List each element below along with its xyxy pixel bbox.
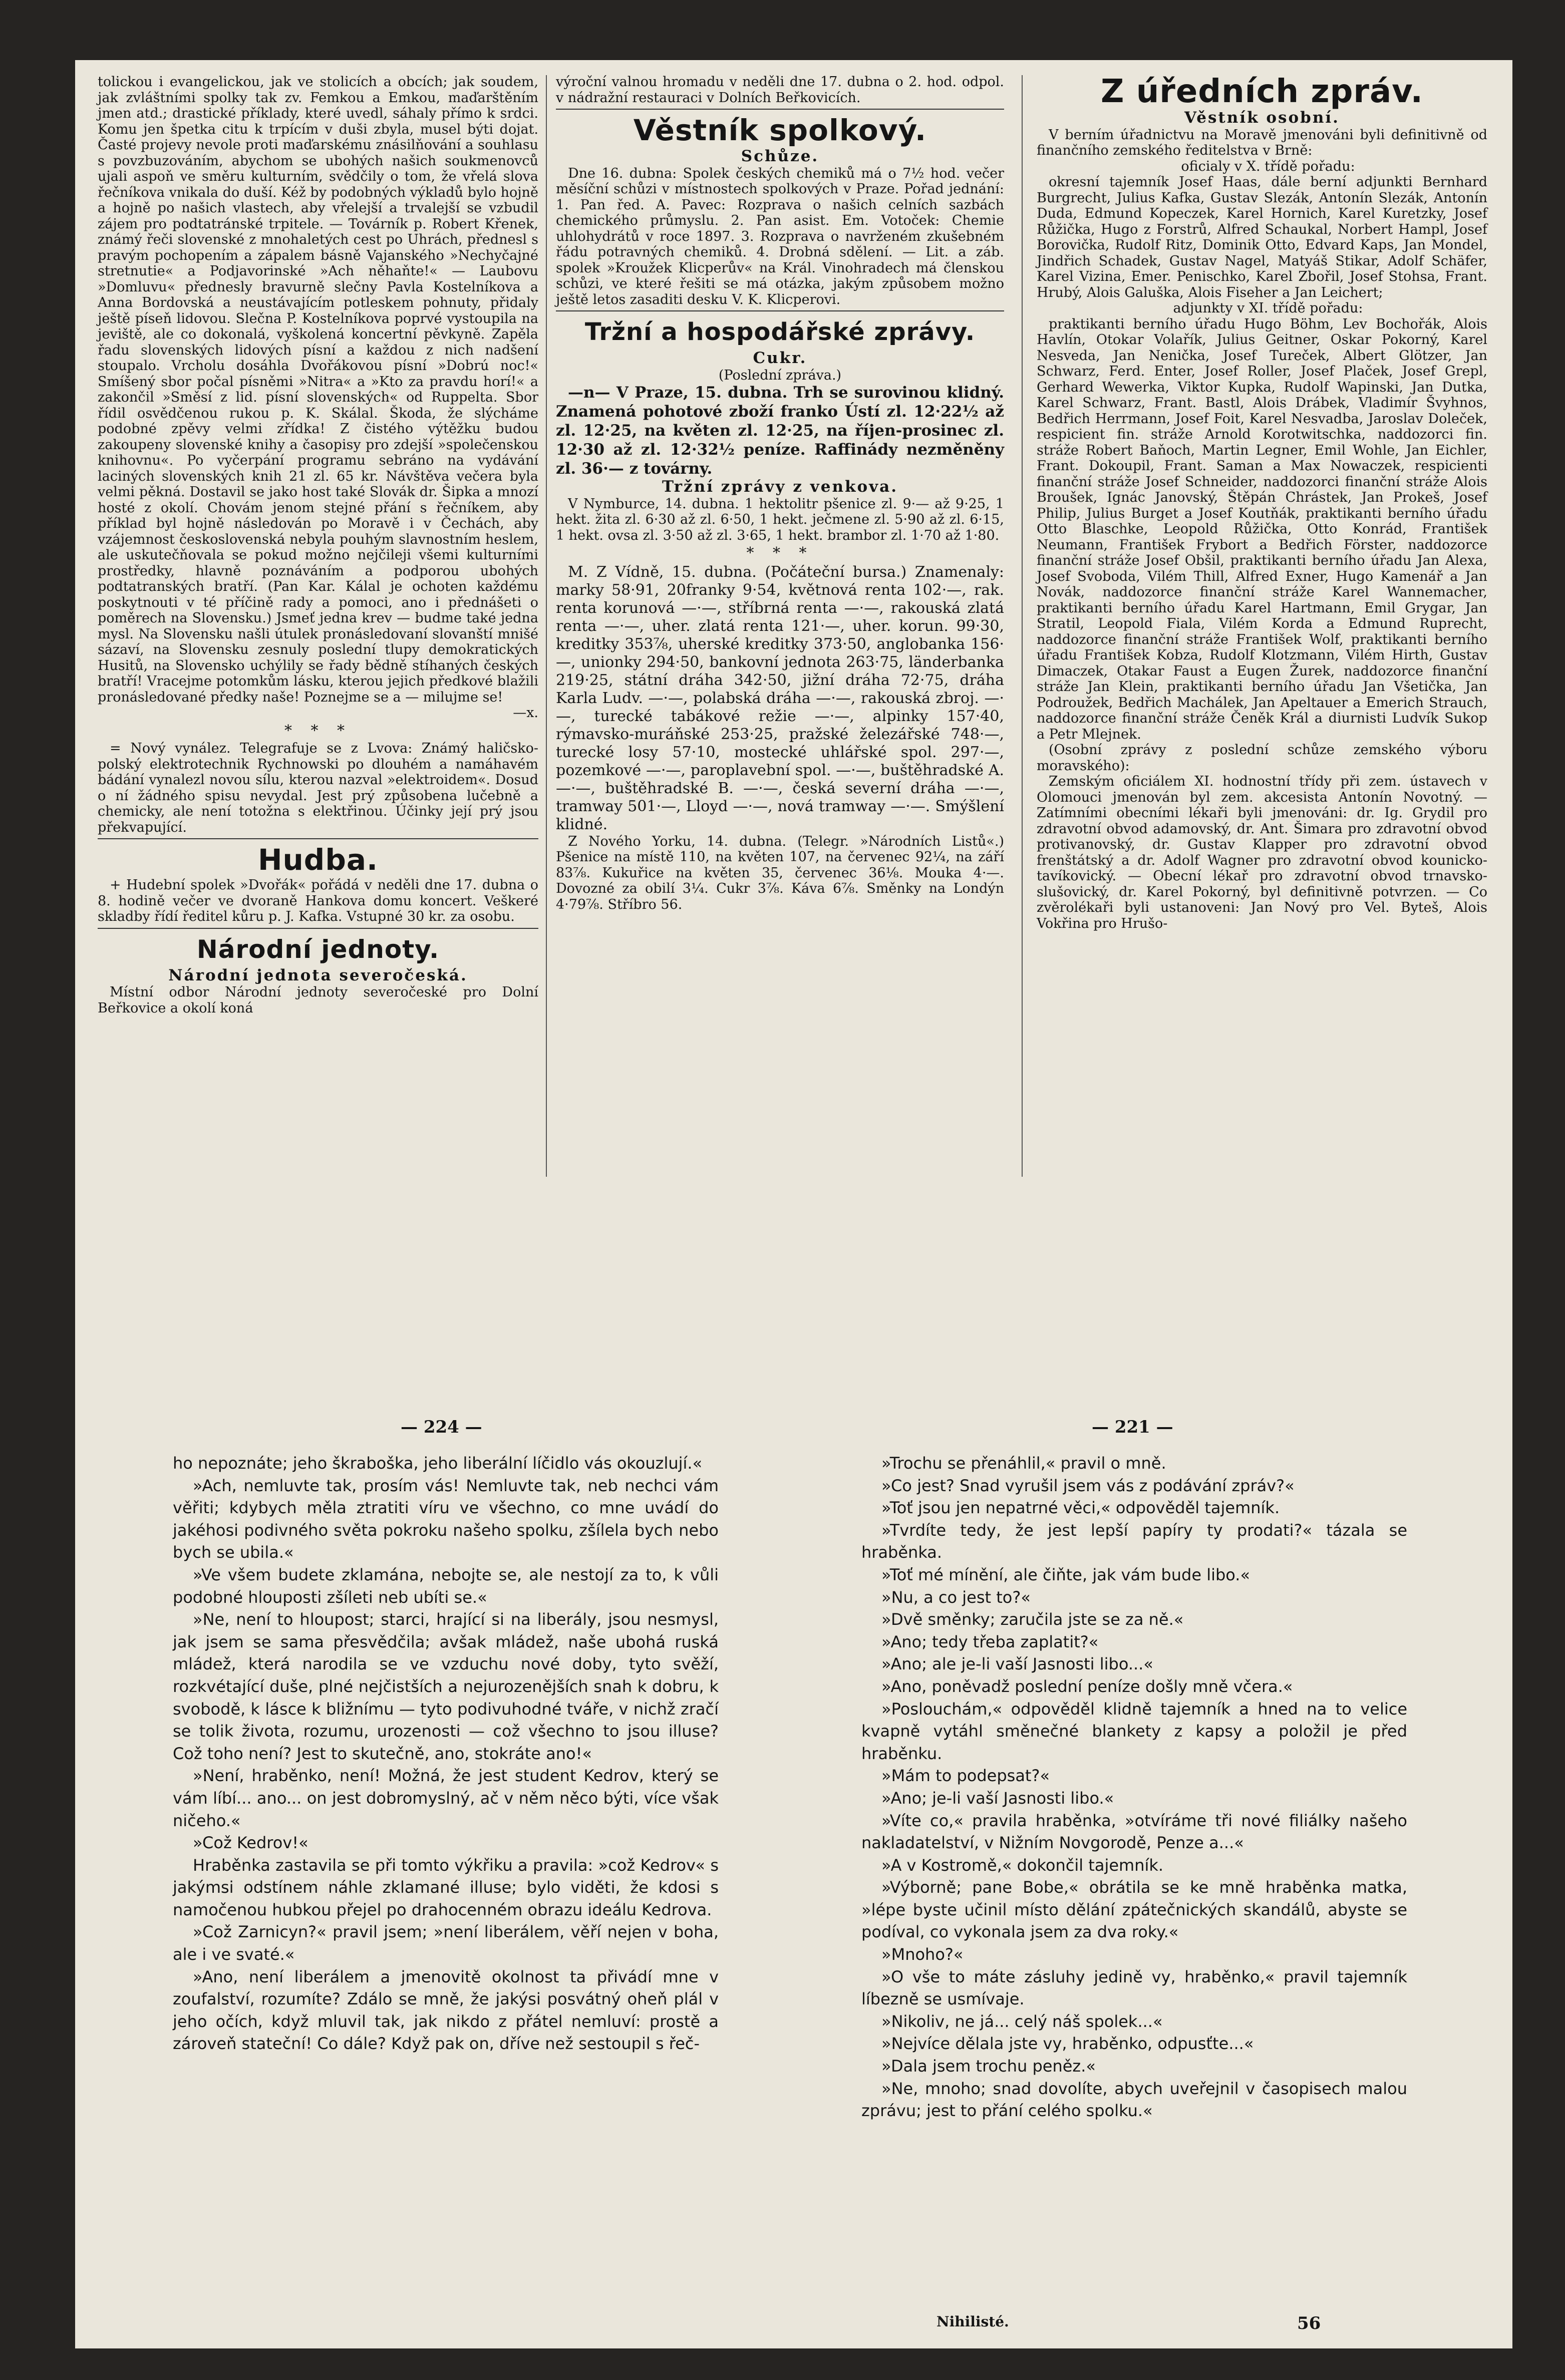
article-text: Zemským oficiálem XI. hodnostní třídy při zem. ústavech v Olomouci jmenován byl zem. akcesista Antonín Novotný. — Zatímními obecními lékaři byli jmenováni: dr. Ig. Grydil pro zdravotní obvod adamovský, dr. Ant. Šimara pro zdravotní obvod protivanovský, dr. Gustav Klapper pro zdravotní obvod frenštátský a dr. Adolf Wagner pro zdravotní obvod kounicko-tavíkovický. — Obecní lékař pro zdravotní obvod trnavsko-slušovický, dr. Karel Pokorný, byl definitivně potvrzen. — Co zvěrolékaři byli ustanoveni: Jan Nový pro Vel. Byteš, Alois Vokřina pro Hrušo- <box>1037 774 1487 931</box>
article-text: = Nový vynález. Telegrafuje se z Lvova: Známý haličsko-polský elektrotechnik Rychnowski po dlouhém a namáhavém bádání vynalezl novou sílu, kterou nazval »elektroidem«. Dosud o ní žádného spisu nevydal. Jest prý způsobena lučebně a chemicky, ale není totožna s elektřinou. Účinky její prý jsou překvapující. <box>98 741 538 835</box>
subheading: Schůze. <box>741 147 819 165</box>
novel-paragraph: »Nu, a co jest to?« <box>881 1587 1031 1607</box>
novel-paragraph: »A v Kostromě,« dokončil tajemník. <box>881 1855 1164 1875</box>
left-column <box>98 74 538 1016</box>
novel-paragraph: »Ne, není to hloupost; starci, hrající si na liberály, jsou nesmysl, jak jsem se sama přesvědčila; avšak mládež, naše ubohá ruská mládež, která narodila se ve vzduchu nové doby, tyto svěží, rozkvétající duše, plné nejčistších a nejurozenějších snah k dobru, k svobodě, k lásce k bližnímu — tyto podivuhodné tváře, v nichž zračí se tolik života, rozumu, urozenosti — což všechno to jsou illuse? Což toho není? Jest to skutečně, ano, stokráte ano!« <box>173 1610 719 1763</box>
novel-paragraph: »Poslouchám,« odpověděl klidně tajemník a hned na to velice kvapně vytáhl směnečné blankety z kapsy a položil je před hraběnku. <box>861 1699 1407 1763</box>
novel-paragraph: »O vše to máte zásluhy jedině vy, hraběnko,« pravil tajemník líbezně se usmívaje. <box>861 1967 1407 2009</box>
divider <box>98 838 538 839</box>
novel-paragraph: »Ne, mnoho; snad dovolíte, abych uveřejnil v časopisech malou zprávu; jest to přání celého spolku.« <box>861 2079 1407 2121</box>
novel-paragraph: »Což Kedrov!« <box>193 1833 308 1853</box>
section-heading-trzni: Tržní a hospodářské zprávy. <box>584 318 976 346</box>
subheading: Tržní zprávy z venkova. <box>662 478 898 496</box>
novel-paragraph: »Výborně; pane Bobe,« obrátila se ke mně hraběnka matka, »lépe byste učinil místo dělání zpátečnických skandálů, abyste se podíval, co vykonala jsem za dva roky.« <box>861 1878 1407 1942</box>
novel-paragraph: »Ve všem budete zklamána, nebojte se, ale nestojí za to, k vůli podobné hlouposti zšíleti neb ubíti se.« <box>173 1565 719 1607</box>
novel-paragraph: »Co jest? Snad vyrušil jsem vás z podávání zpráv?« <box>881 1476 1295 1495</box>
subheading: Cukr. <box>753 349 807 367</box>
novel-paragraph: »Víte co,« pravila hraběnka, »otvíráme tři nové filiálky našeho nakladatelství, v Nižním Novgorodě, Penze a...« <box>861 1811 1407 1853</box>
article-text: výroční valnou hromadu v neděli dne 17. dubna o 2. hod. odpol. v nádražní restauraci v Dolních Beřkovicích. <box>556 74 1004 106</box>
separator-dots: * * * <box>746 544 814 562</box>
section-heading-jednoty: Národní jednoty. <box>196 934 440 964</box>
page-number-bottom: 56 <box>1297 2313 1321 2333</box>
novel-paragraph: »Nejvíce dělala jste vy, hraběnko, odpusťte...« <box>881 2034 1254 2054</box>
novel-paragraph: »Nikoliv, ne já... celý náš spolek...« <box>881 2011 1163 2031</box>
novel-paragraph: »Trochu se přenáhlil,« pravil o mně. <box>881 1454 1166 1473</box>
article-text: (Osobní zprávy z poslední schůze zemského výboru moravského): <box>1037 742 1487 774</box>
article-text: Místní odbor Národní jednoty severočeské pro Dolní Beřkovice a okolí koná <box>98 984 538 1016</box>
subheading: Věstník osobní. <box>1184 109 1340 127</box>
column-rule <box>546 75 547 1177</box>
novel-paragraph: »Mnoho?« <box>881 1945 964 1964</box>
section-heading-zpravy: Z úředních zpráv. <box>1101 73 1423 110</box>
novel-paragraph: »Což Zarnicyn?« pravil jsem; »není liberálem, věří nejen v boha, ale i ve svaté.« <box>173 1922 719 1964</box>
page-number-right: — 221 — <box>1092 1417 1173 1437</box>
article-text: Dne 16. dubna: Spolek českých chemiků má o 7½ hod. večer měsíční schůzi v místnostech spolkových v Praze. Pořad jednání: 1. Pan řed. A. Pavec: Rozprava o našich celních sazbách chemického průmyslu. 2. Pan asist. Em. Votoček: Chemie uhlohydrátů v roce 1897. 3. Rozprava o navrženém zkušebném řádu potravných chemiků. 4. Drobná sdělení. — Lit. a záb. spolek »Kroužek Klicperův« na Král. Vinohradech má členskou schůzi, ve které řešiti se má otázka, jakým způsobem možno ještě letos zasaditi desku V. K. Klicperovi. <box>556 165 1004 307</box>
article-text: tolickou i evangelickou, jak ve stolicích a obcích; jak soudem, jak zvláštními spolky tak zv. Femkou a Emkou, maďarštěním jmen atd.; drastické příklady, které uvedl, sáhaly přímo k srdci. Komu jen špetka citu k trpícím v duši zbyla, musel býti dojat. Časté projevy nevole proti maďarskému znásilňování a souhlasu s povzbuzováním, abychom se ubohých našich soukmenovců ujali aspoň ve směru kulturním, svědčily o tom, že vřelá slova řečníkova vnikala do duší. Kéž by podobných výkladů bylo hojně a hojně po našich vlastech, aby vřelejší a trvalejší se vzbudil zájem pro podtatránské trpitele. — Továrník p. Robert Křenek, známý řeči slovenské z mnohaletých cest po Uhrách, přednesl s pravým pochopením a zápalem básně Vajanského »Nechyčajné stretnutie« a Podjavorinské »Ach něhaňte!« — Laubovu »Domluvu« přednesly bravurně slečny Pavla Kostelníkova a Anna Bordovská a neustávajícím potleskem pohnuty, přidaly ještě píseň lidovou. Slečna P. Kostelníkova poprvé vystoupila na jeviště, ale co dokonalá, vyškolená koncertní pěvkyně. Zapěla řadu slovenských lidových písní a každou z nich nadšení stoupalo. Vrcholu dosáhla Dvořákovou písní »Dobrú noc!« Smíšený sbor počal písněmi »Nitra« a »Kto za pravdu horí!« a zakončil »Směsí z lid. písní slovenských« od Ruppelta. Sbor řídil osvědčenou rukou p. K. Skálal. Škoda, že slýcháme podobné zpěvy velmi zřídka! Z čistého výtěžku budou zakoupeny slovenské knihy a časopisy pro zdejší »společenskou knihovnu«. Po vyčerpání programu sebráno na vydávání laciných slovenských knih 21 zl. 65 kr. Návštěva večera byla velmi pěkná. Dostavil se jako host také Slovák dr. Šipka a mnozí hosté z okolí. Chovám jenom stejné přání s řečníkem, aby příklad byl hojně následován po Moravě i v Čechách, aby vzájemnost československá nebyla pouhým slavnostním heslem, ale uskutečňovala se pokud možno nejčileji všemi kulturními prostředky, hlavně poznáváním a podporou ubohých podtatranských bratří. (Pan Kar. Kálal je ochoten každému poskytnouti v té příčině rady a pomoci, ano i přednášeti o poměrech na Slovensku.) Jsmeť jedna krev — budme také jedna mysl. Na Slovensku našli útulek pronásledovaní slovanští mnišé sázaví, na Slovensku zesnuly poslední tlupy demokratických Husitů, na Slovensko uchýlily se řady bědně stíhaných českých bratří! Vracejme potomkům lásku, kterou jejich předkové blažili pronásledované předky naše! Poznejme se a — milujme se! <box>98 74 538 705</box>
novel-paragraph: »Ano; je-li vaší Jasnosti libo.« <box>881 1788 1114 1808</box>
right-column <box>1037 74 1487 931</box>
page-number-left: — 224 — <box>401 1417 482 1437</box>
novel-paragraph: »Ano, není liberálem a jmenovitě okolnost ta přivádí mne v zoufalství, rozumíte? Zdálo se mně, že jakýsi posvátný oheň plál v jeho očích, když mluvil tak, jak nikdo z přátel nemluví: prostě a zároveň stateční! Co dále? Když pak on, dříve než sestoupil s řeč- <box>173 1967 719 2054</box>
novel-paragraph: »Ano; tedy třeba zaplatit?« <box>881 1632 1099 1651</box>
novel-paragraph: »Dala jsem trochu peněz.« <box>881 2057 1096 2076</box>
novel-paragraph: »Ano, poněvadž poslední peníze došly mně včera.« <box>881 1676 1293 1696</box>
subheading-note: (Poslední zpráva.) <box>718 367 842 383</box>
novel-paragraph: »Toť mé mínění, ale čiňte, jak vám bude libo.« <box>881 1565 1250 1584</box>
divider <box>556 109 1004 110</box>
article-text: V Nymburce, 14. dubna. 1 hektolitr pšenice zl. 9·— až 9·25, 1 hekt. žita zl. 6·30 až zl. 6·50, 1 hekt. ječmene zl. 5·90 až zl. 6·15, 1 hekt. ovsa zl. 3·50 až zl. 3·65, 1 hekt. brambor zl. 1·70 až 1·80. <box>556 496 1004 543</box>
novel-paragraph: »Ano; ale je-li vaší Jasnosti libo...« <box>881 1654 1153 1674</box>
article-text: M. Z Vídně, 15. dubna. (Počáteční bursa.) Znamenaly: marky 58·91, 20franky 9·54, květnová renta 102·—, rak. renta korunová —·—, stříbrná renta —·—, rakouská zlatá renta —·—, uher. zlatá renta 121·—, uher. korun. 99·30, kreditky 353⅞, uherské kreditky 373·50, anglobanka 156·—, unionky 294·50, bankovní jednota 263·75, länderbanka 219·25, státní dráha 342·50, jižní dráha 72·75, dráha Karla Ludv. —·—, polabská dráha —·—, rakouská zbroj. —·—, turecké tabákové režie —·—, alpinky 157·40, rýmavsko-muráňské 253·25, pražské železářské 748·—, turecké losy 57·10, mostecké uhlářské spol. 297·—, pozemkové —·—, paroplavební spol. —·—, buštěhradské A. —·—, buštěhradské B. —·—, česká severní dráha —·—, tramway 501·—, Lloyd —·—, nová tramway —·—. Smýšlení klidné. <box>556 563 1004 833</box>
newspaper-page <box>75 60 1512 2348</box>
article-text: + Hudební spolek »Dvořák« pořádá v neděli dne 17. dubna o 8. hodině večer ve dvoraně Hankova domu koncert. Veškeré skladby řídí ředitel kůru p. J. Kafka. Vstupné 30 kr. za osobu. <box>98 877 538 924</box>
novel-paragraph: »Dvě směnky; zaručila jste se za ně.« <box>881 1610 1184 1629</box>
section-heading-hudba: Hudba. <box>257 843 379 877</box>
subheading: Národní jednota severočeská. <box>168 966 468 984</box>
article-text: —n— V Praze, 15. dubna. Trh se surovinou klidný. Znamená pohotové zboží franko Ústí zl. 12·22½ až zl. 12·25, na květen zl. 12·25, na říjen-prosinec zl. 12·30 až zl. 12·32½ peníze. Raffinády nezměněny zl. 36·— z továrny. <box>556 384 1004 478</box>
novel-paragraph: »Mám to podepsat?« <box>881 1766 1050 1786</box>
printer-signature: Nihilisté. <box>936 2313 1009 2330</box>
section-heading-vestnik: Věstník spolkový. <box>633 113 927 147</box>
middle-column <box>556 74 1004 912</box>
novel-paragraph: ho nepoznáte; jeho škraboška, jeho liberální líčidlo vás okouzlují.« <box>173 1454 703 1473</box>
article-text: Z Nového Yorku, 14. dubna. (Telegr. »Národních Listů«.) Pšenice na místě 110, na květen 107, na červenec 92¼, na září 83⅞. Kukuřice na květen 35, červenec 36⅛. Mouka 4·—. Dovozné za obilí 3¼. Cukr 3⅞. Káva 6⅞. Směnky na Londýn 4·79⅞. Stříbro 56. <box>556 833 1004 912</box>
novel-paragraph: »Není, hraběnko, není! Možná, že jest student Kedrov, který se vám líbí... ano... on jest dobromyslný, ač v něm něco býti, více však ničeho.« <box>173 1766 719 1830</box>
novel-paragraph: Hraběnka zastavila se při tomto výkřiku a pravila: »což Kedrov« s jakýmsi odstínem náhle zklamané illuse; bylo viděti, že kdosi s namočenou hubkou přejel po drahocenném obrazu ideálu Kedrova. <box>173 1855 719 1919</box>
article-text: V berním úřadnictvu na Moravě jmenováni byli definitivně od finančního zemského ředitelstva v Brně: <box>1037 127 1487 158</box>
article-text: oficialy v X. třídě pořadu: <box>1181 158 1355 174</box>
novel-paragraph: »Tvrdíte tedy, že jest lepší papíry ty prodati?« tázala se hraběnka. <box>861 1520 1407 1562</box>
novel-left-page <box>173 1452 719 2055</box>
novel-paragraph: »Toť jsou jen nepatrné věci,« odpověděl tajemník. <box>881 1498 1280 1518</box>
novel-paragraph: »Ach, nemluvte tak, prosím vás! Nemluvte tak, neb nechci vám věřiti; kdybych měla ztratiti víru ve všechno, co mne uvádí do jakéhosi podivného světa pokroku našeho spolku, zšílela bych nebo bych se ubila.« <box>173 1476 719 1562</box>
divider <box>98 928 538 929</box>
article-text: okresní tajemník Josef Haas, dále berní adjunkti Bernhard Burgrecht, Julius Kafka, Gustav Slezák, Antonín Slezák, Antonín Duda, Edmund Kopeczek, Karel Hornich, Karel Kuretzky, Josef Růžička, Hugo z Forstrů, Alfred Schaukal, Norbert Hampl, Josef Borovička, Rudolf Ritz, Dominik Otto, Edvard Kaps, Jan Mondel, Jindřich Schadek, Gustav Nagel, Matyáš Stikar, Adolf Schäfer, Karel Vizina, Emer. Penischko, Karel Zbořil, Josef Stohsa, Frant. Hrubý, Alois Galuška, Alois Fiseher a Jan Leichert; <box>1037 174 1487 300</box>
article-text: adjunkty v XI. třídě pořadu: <box>1173 300 1363 316</box>
divider <box>556 310 1004 311</box>
novel-right-page <box>861 1452 1407 2122</box>
article-text: praktikanti berního úřadu Hugo Böhm, Lev Bochořák, Alois Havlín, Otokar Volařík, Julius Geitner, Oskar Pokorný, Karel Nesveda, Jan Nenička, Josef Tureček, Albert Glötzer, Jan Schwarz, Ferd. Enter, Josef Roller, Josef Plaček, Josef Grepl, Gerhard Wewerka, Viktor Kupka, Rudolf Wapinski, Jan Dutka, Karel Schwarz, Frant. Bastl, Alois Drábek, Vladimír Švyhnos, Bedřich Herrmann, Josef Foit, Karel Nesvadba, Jaroslav Doleček, respicient fin. stráže Arnold Korotwitschka, naddozorci fin. stráže Robert Baňoch, Martin Legner, Emil Wohle, Jan Eichler, Frant. Dokoupil, Frant. Saman a Max Nowaczek, respicienti finanční stráže Josef Schneider, naddozorci finanční stráže Alois Broušek, Ignác Janovský, Štěpán Chrástek, Jan Prokeš, Josef Philip, Julius Burget a Josef Koutňák, praktikanti berního úřadu Otto Blaschke, Leopold Růžička, Otto Konrád, František Neumann, František Frybort a Bedřich Förster, naddozorce finanční stráže Josef Obšil, praktikanti berního úřadu Jan Alexa, Josef Svoboda, Vilém Thill, Alfred Exner, Hugo Kamenář a Jan Novák, naddozorce finanční stráže Karel Wannemacher, praktikanti berního úřadu Karel Hartmann, Emil Grygar, Jan Stratil, Leopold Fiala, Vilém Korda a Edmund Ruprecht, naddozorce finanční stráže František Wolf, praktikanti berního úřadu František Kobza, Rudolf Klotzmann, Vilém Hirth, Gustav Dimaczek, Otakar Faust a Eugen Žurek, naddozorce finanční stráže Jan Klein, praktikanti berního úřadu Jan Všetička, Jan Podroužek, Bedřich Machálek, Jan Apeltauer a Emerich Strauch, naddozorce finanční stráže Čeněk Král a diurnisti Ludvík Sukop a Petr Mlejnek. <box>1037 316 1487 742</box>
article-signature: —x. <box>513 705 538 721</box>
column-rule <box>1022 75 1023 1177</box>
separator-dots: * * * <box>284 722 352 740</box>
